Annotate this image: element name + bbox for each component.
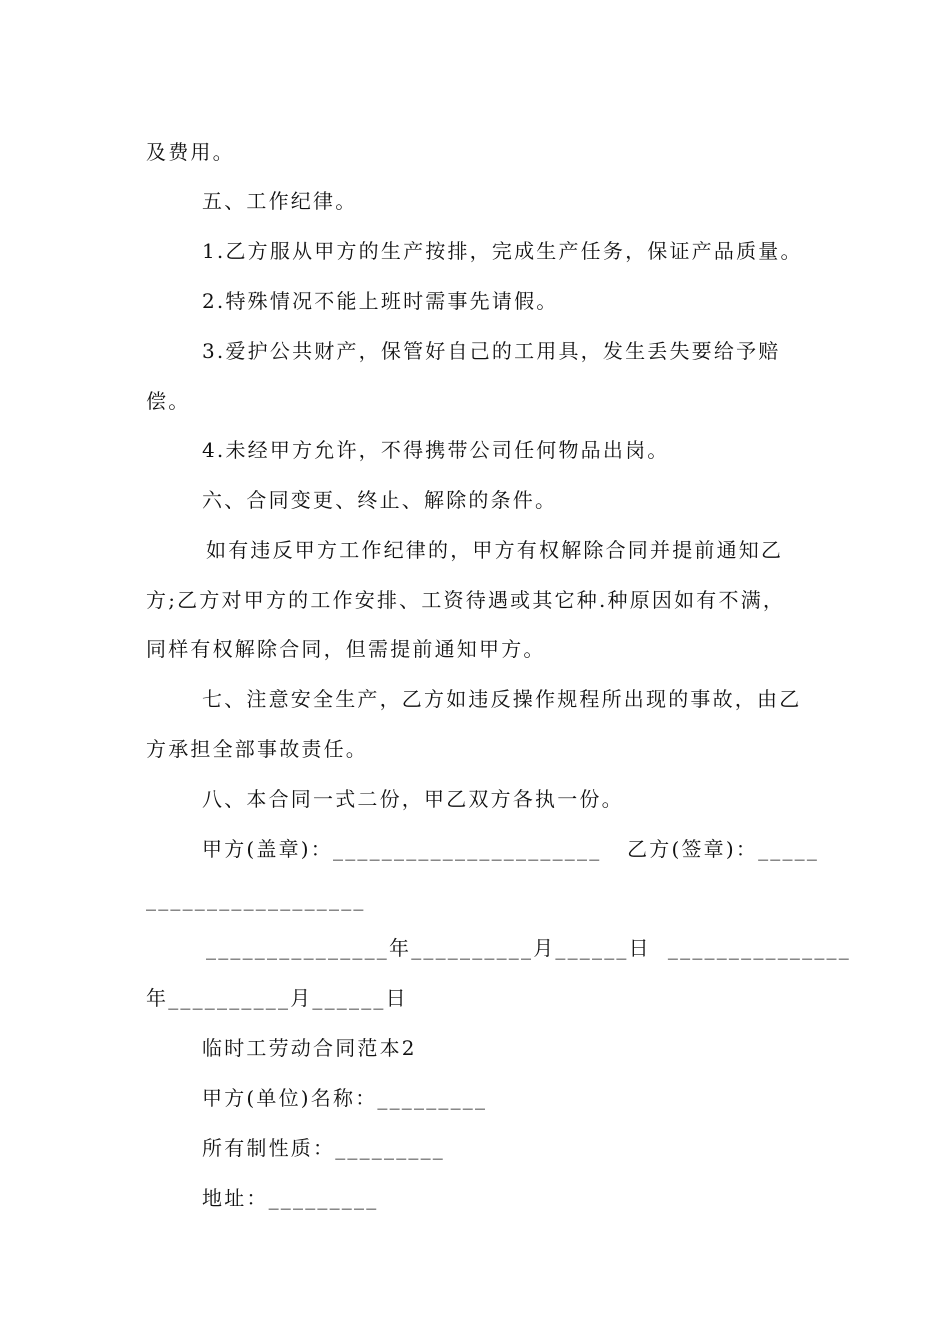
- text-line: 1.乙方服从甲方的生产按排，完成生产任务，保证产品质量。: [202, 239, 803, 263]
- date-line: _______________年__________月______日 _______________: [206, 936, 851, 960]
- text-line: 同样有权解除合同，但需提前通知甲方。: [146, 637, 546, 661]
- signature-line: 甲方(盖章)：______________________ 乙方(签章)：_____: [202, 837, 820, 861]
- section-heading: 六、合同变更、终止、解除的条件。: [202, 488, 558, 512]
- document-title: 临时工劳动合同范本2: [202, 1036, 417, 1060]
- text-line: 3.爱护公共财产，保管好自己的工用具，发生丢失要给予赔: [202, 339, 781, 363]
- form-field-line: 甲方(单位)名称：_________: [202, 1086, 488, 1110]
- section-heading: 七、注意安全生产，乙方如违反操作规程所出现的事故，由乙: [202, 687, 802, 711]
- text-line: 2.特殊情况不能上班时需事先请假。: [202, 289, 559, 313]
- form-field-line: 地址：_________: [202, 1186, 379, 1210]
- text-line: 如有违反甲方工作纪律的，甲方有权解除合同并提前通知乙: [206, 538, 784, 562]
- section-heading: 八、本合同一式二份，甲乙双方各执一份。: [202, 787, 624, 811]
- text-line: 方承担全部事故责任。: [146, 737, 368, 761]
- signature-line: __________________: [146, 887, 366, 911]
- text-line: 及费用。: [146, 140, 235, 164]
- text-line: 方;乙方对甲方的工作安排、工资待遇或其它种.种原因如有不满，: [146, 588, 786, 612]
- text-line: 4.未经甲方允许，不得携带公司任何物品出岗。: [202, 438, 670, 462]
- text-line: 偿。: [146, 389, 191, 413]
- date-line: 年__________月______日: [146, 986, 408, 1010]
- section-heading: 五、工作纪律。: [202, 189, 358, 213]
- form-field-line: 所有制性质：_________: [202, 1136, 445, 1160]
